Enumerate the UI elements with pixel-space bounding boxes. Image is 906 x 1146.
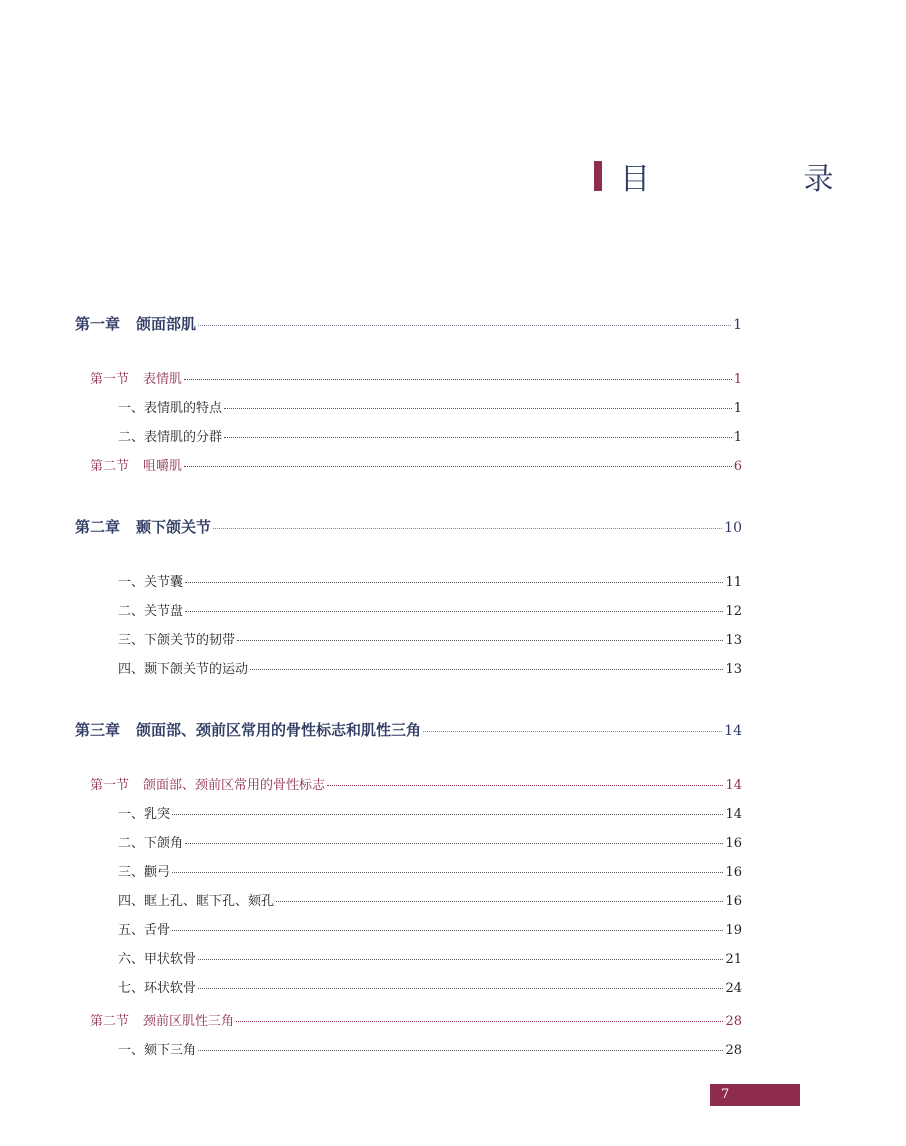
item-page-number: 1	[733, 401, 742, 416]
item-title: 六、甲状软骨	[118, 952, 197, 967]
dot-leader	[185, 843, 723, 844]
toc-section[interactable]	[90, 774, 742, 793]
chapter-title: 颌面部、颈前区常用的骨性标志和肌性三角	[136, 721, 422, 739]
section-number: 第二节	[90, 1014, 130, 1029]
dot-leader	[213, 528, 722, 529]
toc-item[interactable]	[118, 861, 742, 880]
section-number: 第一节	[90, 372, 130, 387]
dot-leader	[276, 901, 723, 902]
item-title: 二、表情肌的分群	[118, 430, 223, 445]
section-title: 表情肌	[143, 372, 183, 387]
title-accent-bar	[594, 161, 602, 191]
item-page-number: 14	[725, 807, 742, 822]
item-title: 二、关节盘	[118, 604, 184, 619]
toc-item[interactable]	[118, 948, 742, 967]
chapter-page-number: 1	[733, 317, 742, 333]
dot-leader	[172, 814, 723, 815]
section-number: 第二节	[90, 459, 130, 474]
dot-leader	[198, 325, 731, 326]
section-title: 颈前区肌性三角	[143, 1014, 235, 1029]
chapter-title: 颌面部肌	[136, 315, 197, 333]
toc-item[interactable]	[118, 919, 742, 938]
page-title: 目 录	[620, 162, 906, 197]
dot-leader	[198, 988, 723, 989]
toc-chapter-2[interactable]	[75, 516, 742, 537]
chapter-page-number: 10	[724, 520, 742, 536]
item-page-number: 11	[725, 575, 742, 590]
item-title: 五、舌骨	[118, 923, 171, 938]
item-page-number: 13	[725, 633, 742, 648]
section-page-number: 1	[733, 372, 742, 387]
item-page-number: 16	[725, 865, 742, 880]
dot-leader	[184, 466, 732, 467]
item-title: 一、颏下三角	[118, 1043, 197, 1058]
chapter-page-number: 14	[724, 723, 742, 739]
dot-leader	[327, 785, 723, 786]
item-title: 三、下颌关节的韧带	[118, 633, 236, 648]
section-page-number: 14	[725, 778, 742, 793]
dot-leader	[185, 582, 723, 583]
section-title: 颌面部、颈前区常用的骨性标志	[143, 778, 326, 793]
toc-section[interactable]	[90, 1010, 742, 1029]
section-title: 咀嚼肌	[143, 459, 183, 474]
chapter-number: 第二章	[75, 518, 121, 536]
item-title: 三、颧弓	[118, 865, 171, 880]
dot-leader	[237, 640, 723, 641]
item-title: 一、乳突	[118, 807, 171, 822]
toc-item[interactable]	[118, 426, 742, 445]
section-number: 第一节	[90, 778, 130, 793]
toc-item[interactable]	[118, 890, 742, 909]
toc-item[interactable]	[118, 600, 742, 619]
toc-chapter-3[interactable]	[75, 719, 742, 740]
dot-leader	[198, 959, 723, 960]
item-title: 一、关节囊	[118, 575, 184, 590]
item-title: 四、颞下颌关节的运动	[118, 662, 249, 677]
section-page-number: 28	[725, 1014, 742, 1029]
item-title: 二、下颌角	[118, 836, 184, 851]
item-page-number: 16	[725, 836, 742, 851]
toc-item[interactable]	[118, 803, 742, 822]
toc-header	[594, 156, 906, 196]
item-page-number: 13	[725, 662, 742, 677]
toc-item[interactable]	[118, 832, 742, 851]
dot-leader	[198, 1050, 723, 1051]
toc-item[interactable]	[118, 658, 742, 677]
item-page-number: 28	[725, 1043, 742, 1058]
toc-chapter-1[interactable]	[75, 313, 742, 334]
chapter-title: 颞下颌关节	[136, 518, 212, 536]
item-title: 七、环状软骨	[118, 981, 197, 996]
chapter-number: 第三章	[75, 721, 121, 739]
dot-leader	[423, 731, 722, 732]
toc-item[interactable]	[118, 397, 742, 416]
section-page-number: 6	[733, 459, 742, 474]
item-page-number: 16	[725, 894, 742, 909]
toc-item[interactable]	[118, 629, 742, 648]
item-title: 四、眶上孔、眶下孔、颏孔	[118, 894, 275, 909]
item-page-number: 24	[725, 981, 742, 996]
item-title: 一、表情肌的特点	[118, 401, 223, 416]
dot-leader	[224, 408, 732, 409]
item-page-number: 12	[725, 604, 742, 619]
dot-leader	[224, 437, 732, 438]
chapter-number: 第一章	[75, 315, 121, 333]
toc-item[interactable]	[118, 1039, 742, 1058]
item-page-number: 1	[733, 430, 742, 445]
toc-item[interactable]	[118, 977, 742, 996]
dot-leader	[172, 872, 723, 873]
dot-leader	[236, 1021, 723, 1022]
item-page-number: 19	[725, 923, 742, 938]
dot-leader	[184, 379, 732, 380]
dot-leader	[172, 930, 723, 931]
page-number-badge: 7	[710, 1084, 800, 1106]
dot-leader	[185, 611, 723, 612]
item-page-number: 21	[725, 952, 742, 967]
toc-item[interactable]	[118, 571, 742, 590]
toc-section[interactable]	[90, 455, 742, 474]
toc-section[interactable]	[90, 368, 742, 387]
dot-leader	[250, 669, 723, 670]
